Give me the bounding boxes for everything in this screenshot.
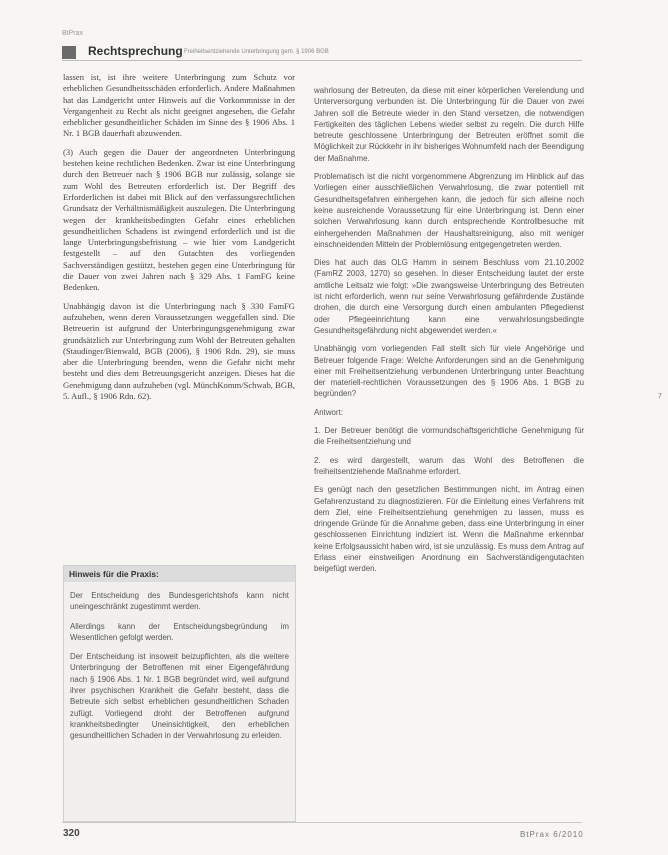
paragraph: Antwort: [314, 407, 343, 417]
practice-note-body [64, 582, 295, 814]
section-subtitle: Freiheitsentziehende Unterbringung gem. § 1906 BGB [184, 49, 329, 55]
paragraph: Es genügt nach den gesetzlichen Bestimmungen nicht, im Antrag einen Gefahrenzustand zu diagnostizieren. Für die Einleitung eines Verfahrens mit dem Ziel, eine Freiheitsentziehung genehmigen zu lassen, muss es dringende Gründe für die Annahme geben, dass eine Unterbringung in einer geschlossenen Einrichtung indiziert ist. Wenn die Maßnahme erkennbar keine Erfolgsaussicht haben wird, ist sie unzulässig. Es muss dem Antrag auf Erlass einer einstweiligen Anordnung ein Sachverständigengutachten beigefügt werden. [314, 485, 584, 574]
paragraph: Unabhängig vom vorliegenden Fall stellt sich für viele Angehörige und Betreuer folgende Frage: Welche Anforderungen sind an die Genehmigung einer mit Freiheitsentziehung verbundenen Unterbringung unter Beachtung der materiell-rechtlichen Voraussetzungen des § 1906 Abs. 1 BGB zu begründen? [314, 344, 584, 399]
paragraph: lassen ist, ist ihre weitere Unterbringung zum Schutz vor erheblichen Gesundheitsschäden erforderlich. Andere Maßnahmen hat das Landgericht unter Hinweis auf die Vorkommnisse in der Vergangenheit zu Recht als nicht geeignet angesehen, die Gefahr erheblicher gesundheitlicher Schäden im Sinne des § 1906 Abs. 1 Nr. 1 BGB dauerhaft abzuwenden. [63, 72, 295, 139]
paragraph: 2. es wird dargestellt, warum das Wohl des Betroffenen die freiheitsentziehende Maßnahme erfordert. [314, 455, 584, 476]
paragraph: (3) Auch gegen die Dauer der angeordneten Unterbringung bestehen keine rechtlichen Bedenken. Zwar ist eine Unterbringung durch den Betreuer nach § 1906 BGB nur zulässig, solange sie zum Wohl des Betreuten erforderlich ist. Der Begriff des Erforderlichen ist dabei mit Blick auf den verfassungsrechtlichen Grundsatz der Verhältnismäßigkeit auszulegen. Die Unterbringung wegen der krankheitsbedingten Gefahr eines erheblichen gesundheitlichen Schadens ist zwingend erforderlich und ist die lange Unterbringungsbefristung – wie hier vom Landgericht festgestellt – auf den Gutachten des vorliegenden Sachverständigen gestützt, bestehen gegen eine Unterbringung für die Dauer von zwei Jahren nach § 329 Abs. 1 FamFG keine Bedenken. [63, 146, 295, 293]
paragraph: Dies hat auch das OLG Hamm in seinem Beschluss vom 21.10.2002 (FamRZ 2003, 1270) so gesehen. In dieser Entscheidung lautet der erste amtliche Leitsatz wie folgt: »Die zwangsweise Unterbringung des Betreuten ist nicht erforderlich, wenn nur seine Verwahrlosung gefährdende Zustände drohen, die durch eine Versorgung durch einen ambulanten Pflegedienst oder Pflegeeinrichtung kann eine verwahrlosungsbedingte Gesundheitsgefährdung nicht abgewendet werden.« [314, 258, 584, 335]
right-column [314, 85, 584, 855]
paragraph: 1. Der Betreuer benötigt die vormundschaftsgerichtliche Genehmigung für die Freiheitsentziehung und [314, 426, 584, 447]
paragraph: Der Entscheidung ist insoweit beizupflichten, als die weitere Unterbringung der Betroffenen mit einer Eigengefährdung nach § 1906 Abs. 1 Nr. 1 BGB begründet wird, weil aufgrund ihrer psychischen Krankheit die Gefahr besteht, dass die Betreute sich selbst erheblichen gesundheitlichen Schaden zufügt. Vorliegend droht der Betroffenen aufgrund krankheitsbedingter Uneinsichtigkeit, den erheblichen gesundheitlichen Schaden in der Verwahrlosung zu erleiden. [70, 652, 289, 741]
edge-mark: 7 [658, 393, 662, 400]
paragraph: wahrlosung der Betreuten, da diese mit einer körperlichen Verelendung und Unterversorgung verbunden ist. Die Unterbringung für die Dauer von zwei Jahren soll die Betreute wieder in den Stand versetzen, die notwendigen Fertigkeiten des täglichen Lebens wieder selbst zu regeln. Die durch Hilfe betreute geschlossene Unterbringung der Betreuten eröffnet somit die Möglichkeit zur Rückkehr in ihr bisheriges Wohnumfeld nach der Beendigung der Maßnahme. [314, 86, 584, 163]
paragraph: Der Entscheidung des Bundesgerichtshofs kann nicht uneingeschränkt zugestimmt werden. [70, 591, 289, 612]
practice-note-box [63, 565, 296, 822]
section-marker [62, 46, 76, 59]
section-title: Rechtsprechung [88, 44, 183, 58]
page-number: 320 [63, 828, 80, 839]
section-kicker: BtPrax [62, 30, 84, 37]
paragraph: Allerdings kann der Entscheidungsbegründung im Wesentlichen gefolgt werden. [70, 621, 289, 642]
header-rule [62, 60, 582, 61]
practice-note-title: Hinweis für die Praxis: [64, 566, 295, 582]
paragraph: Problematisch ist die nicht vorgenommene Abgrenzung im Hinblick auf das Vorliegen einer ausschließlichen Verwahrlosung, die zwar potentiell mit Gesundheitsgefahren einhergehen kann, die jedoch für sich alleine noch keine ausreichende Voraussetzung für eine Unterbringung ist. Denn einer solchen Verwahrlosung kann durch entsprechende Kontrollbesuche mit einhergehenden Maßnahmen der Haushaltsreinigung, also mit weniger einschneidenden Mitteln der Problemlösung entgegengetreten werden. [314, 172, 584, 249]
left-column [63, 72, 295, 560]
paragraph: Unabhängig davon ist die Unterbringung nach § 330 FamFG aufzuheben, wenn deren Voraussetzungen weggefallen sind. Die Betreuerin ist aufgrund der Unterbringungsgenehmigung zwar grundsätzlich zur Unterbringung zum Wohl der Betreuten gehalten (Staudinger/Bienwald, BGB (2006), § 1906 Rdn. 29), sie muss aber die Unterbringung beenden, wenn die Gefahr nicht mehr besteht und dies dem Betreuungsgericht anzeigen. Dieses hat die Genehmigung dann aufzuheben (vgl. MünchKomm/Schwab, BGB, 5. Aufl., § 1906 Rdn. 62). [63, 300, 295, 402]
footer-rule [62, 822, 582, 823]
journal-issue: BtPrax 6/2010 [520, 830, 584, 839]
